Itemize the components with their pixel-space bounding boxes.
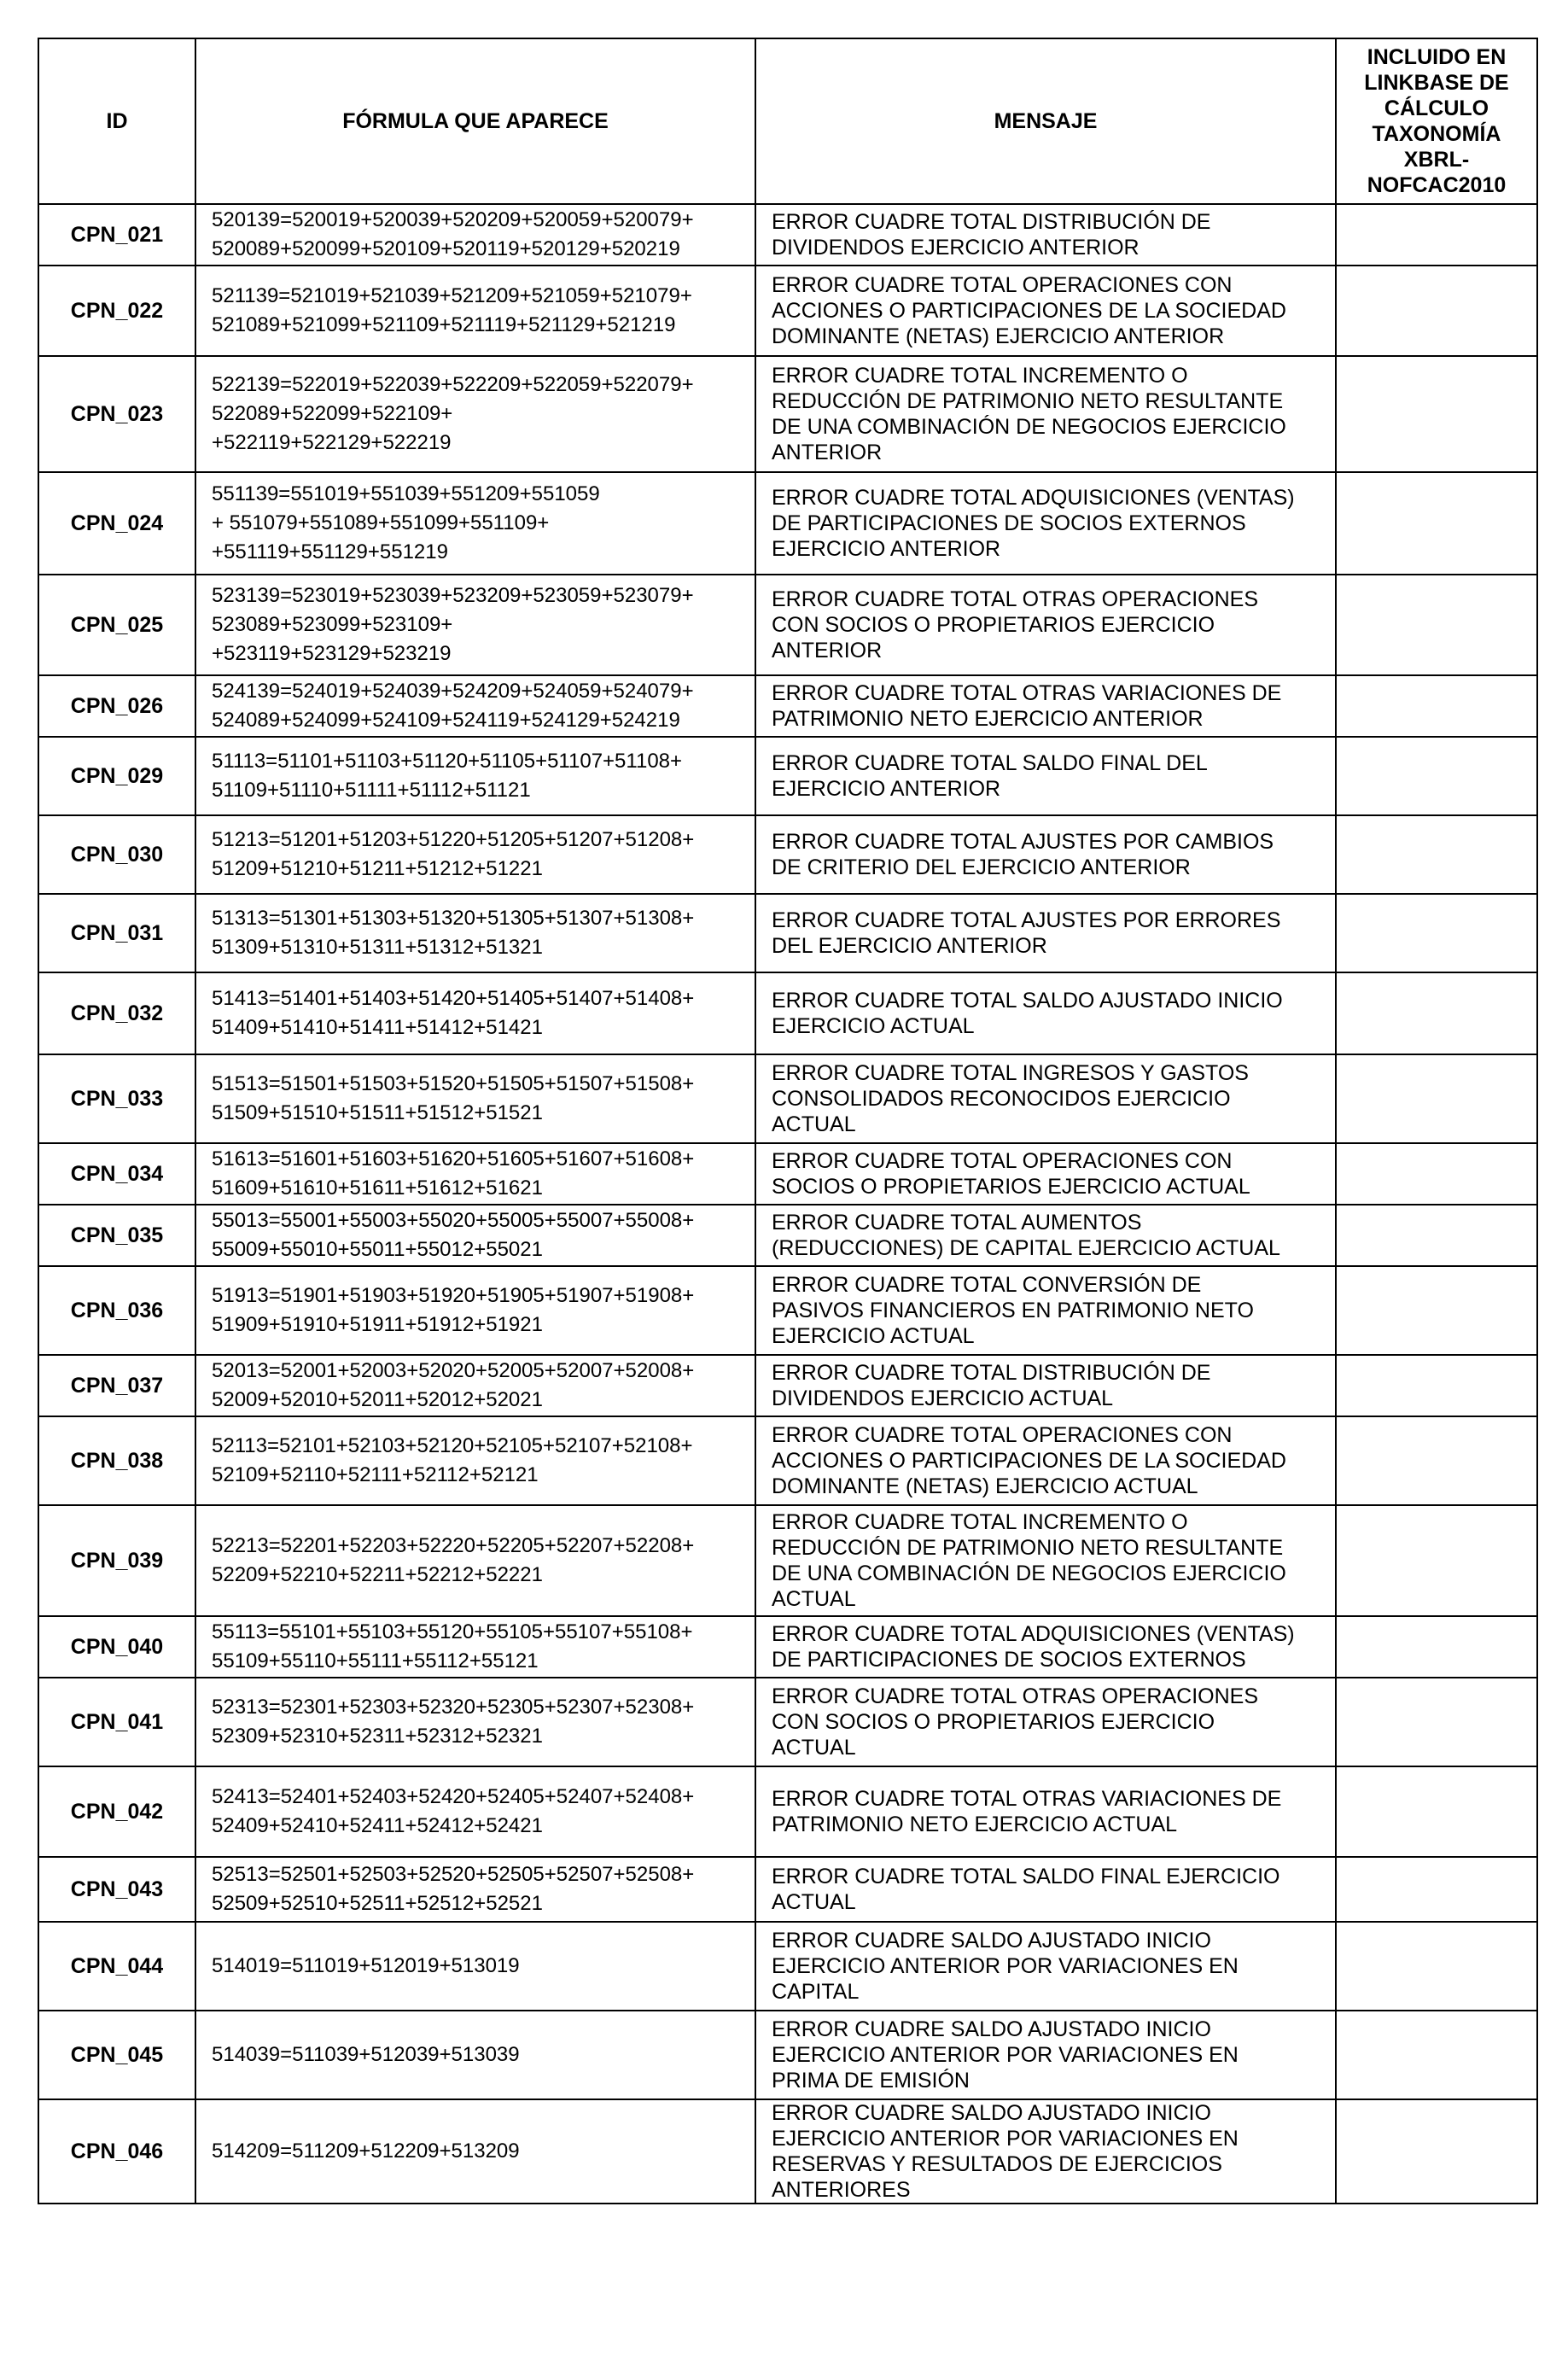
formula-line: 521139=521019+521039+521209+521059+521079+ [212, 284, 692, 307]
formula-line: 51113=51101+51103+51120+51105+51107+51108+ [212, 750, 683, 773]
message-line: ERROR CUADRE TOTAL OPERACIONES CON [772, 1149, 1233, 1173]
row-included [1336, 1857, 1537, 1922]
message-line: EJERCICIO ACTUAL [772, 1014, 975, 1038]
row-formula [195, 1922, 755, 2011]
row-formula [195, 2011, 755, 2099]
row-included [1336, 1205, 1537, 1266]
formula-line: 52109+52110+52111+52112+52121 [212, 1463, 539, 1486]
message-line: ACTUAL [772, 1890, 856, 1914]
row-formula [195, 356, 755, 472]
row-id: CPN_039 [38, 1505, 195, 1616]
row-id: CPN_037 [38, 1355, 195, 1416]
formula-line: 51909+51910+51911+51912+51921 [212, 1313, 543, 1336]
row-id: CPN_035 [38, 1205, 195, 1266]
table-row [38, 1505, 1537, 1616]
row-formula [195, 472, 755, 575]
formula-line: +523119+523129+523219 [212, 642, 452, 665]
row-message [755, 1143, 1336, 1205]
formula-line: 522089+522099+522109+ [212, 402, 453, 425]
message-line: EJERCICIO ANTERIOR POR VARIACIONES EN [772, 2127, 1239, 2151]
row-included [1336, 356, 1537, 472]
row-formula [195, 894, 755, 972]
table-row [38, 675, 1537, 737]
message-line: DOMINANTE (NETAS) EJERCICIO ANTERIOR [772, 324, 1225, 348]
message-line: ERROR CUADRE SALDO AJUSTADO INICIO [772, 2101, 1211, 2125]
row-formula [195, 1616, 755, 1678]
row-message [755, 1678, 1336, 1766]
formula-line: 52009+52010+52011+52012+52021 [212, 1388, 543, 1411]
table-row [38, 1922, 1537, 2011]
message-line: ACCIONES O PARTICIPACIONES DE LA SOCIEDAD [772, 299, 1286, 323]
row-id: CPN_025 [38, 575, 195, 675]
table-row [38, 2011, 1537, 2099]
message-line: ACTUAL [772, 1112, 856, 1136]
formula-line: 51209+51210+51211+51212+51221 [212, 857, 543, 880]
formula-line: 52509+52510+52511+52512+52521 [212, 1892, 543, 1915]
message-line: DE PARTICIPACIONES DE SOCIOS EXTERNOS [772, 1648, 1246, 1672]
table-row [38, 1205, 1537, 1266]
row-message [755, 1616, 1336, 1678]
table-header [38, 38, 1537, 204]
message-line: ERROR CUADRE TOTAL OTRAS OPERACIONES [772, 1684, 1259, 1708]
formula-line: 52413=52401+52403+52420+52405+52407+52408+ [212, 1785, 695, 1808]
header-formula: FÓRMULA QUE APARECE [195, 38, 755, 204]
table-row [38, 894, 1537, 972]
message-line: DE UNA COMBINACIÓN DE NEGOCIOS EJERCICIO [772, 415, 1286, 439]
row-formula [195, 1678, 755, 1766]
row-message [755, 575, 1336, 675]
formula-line: 521089+521099+521109+521119+521129+521219 [212, 313, 676, 336]
row-included [1336, 1922, 1537, 2011]
message-line: ACTUAL [772, 1736, 856, 1760]
row-id: CPN_021 [38, 204, 195, 266]
message-line: ERROR CUADRE TOTAL INCREMENTO O [772, 1510, 1188, 1534]
formula-line: 51609+51610+51611+51612+51621 [212, 1176, 543, 1200]
header-message: MENSAJE [755, 38, 1336, 204]
formula-line: + 551079+551089+551099+551109+ [212, 511, 550, 534]
row-message [755, 204, 1336, 266]
row-message [755, 737, 1336, 815]
message-line: CON SOCIOS O PROPIETARIOS EJERCICIO [772, 1710, 1215, 1734]
table-row [38, 1616, 1537, 1678]
message-line: ERROR CUADRE TOTAL DISTRIBUCIÓN DE [772, 210, 1211, 234]
header-row [38, 38, 1537, 204]
message-line: SOCIOS O PROPIETARIOS EJERCICIO ACTUAL [772, 1175, 1250, 1199]
row-included [1336, 1054, 1537, 1143]
formula-rules-table [38, 38, 1538, 2204]
table-row [38, 1678, 1537, 1766]
row-formula [195, 1766, 755, 1857]
formula-line: 55009+55010+55011+55012+55021 [212, 1238, 543, 1261]
message-line: PATRIMONIO NETO EJERCICIO ANTERIOR [772, 707, 1204, 731]
formula-line: 55113=55101+55103+55120+55105+55107+55108+ [212, 1620, 693, 1643]
row-id: CPN_038 [38, 1416, 195, 1505]
row-id: CPN_033 [38, 1054, 195, 1143]
row-id: CPN_030 [38, 815, 195, 894]
row-included [1336, 1616, 1537, 1678]
row-included [1336, 1355, 1537, 1416]
row-message [755, 356, 1336, 472]
row-message [755, 2099, 1336, 2204]
row-formula [195, 2099, 755, 2204]
message-line: REDUCCIÓN DE PATRIMONIO NETO RESULTANTE [772, 1536, 1284, 1560]
row-included [1336, 972, 1537, 1054]
row-included [1336, 1678, 1537, 1766]
row-id: CPN_031 [38, 894, 195, 972]
formula-line: 51913=51901+51903+51920+51905+51907+51908+ [212, 1284, 695, 1307]
message-line: REDUCCIÓN DE PATRIMONIO NETO RESULTANTE [772, 389, 1284, 413]
formula-line: 52513=52501+52503+52520+52505+52507+52508+ [212, 1863, 695, 1886]
table-row [38, 356, 1537, 472]
formula-line: 52309+52310+52311+52312+52321 [212, 1725, 543, 1748]
table-row [38, 1054, 1537, 1143]
formula-line: 51313=51301+51303+51320+51305+51307+51308+ [212, 907, 695, 930]
message-line: EJERCICIO ACTUAL [772, 1324, 975, 1348]
row-id: CPN_022 [38, 266, 195, 356]
message-line: ERROR CUADRE TOTAL INGRESOS Y GASTOS [772, 1061, 1249, 1085]
row-formula [195, 1355, 755, 1416]
row-included [1336, 675, 1537, 737]
formula-line: +551119+551129+551219 [212, 540, 448, 563]
formula-line: 524139=524019+524039+524209+524059+524079+ [212, 680, 694, 703]
row-included [1336, 1143, 1537, 1205]
row-id: CPN_032 [38, 972, 195, 1054]
message-line: ERROR CUADRE TOTAL SALDO FINAL EJERCICIO [772, 1865, 1280, 1888]
message-line: DE CRITERIO DEL EJERCICIO ANTERIOR [772, 855, 1191, 879]
row-id: CPN_046 [38, 2099, 195, 2204]
message-line: ERROR CUADRE TOTAL DISTRIBUCIÓN DE [772, 1361, 1211, 1385]
header-id: ID [38, 38, 195, 204]
row-id: CPN_024 [38, 472, 195, 575]
message-line: DE PARTICIPACIONES DE SOCIOS EXTERNOS [772, 511, 1246, 535]
row-formula [195, 1416, 755, 1505]
message-line: DIVIDENDOS EJERCICIO ANTERIOR [772, 236, 1140, 260]
row-message [755, 972, 1336, 1054]
message-line: CON SOCIOS O PROPIETARIOS EJERCICIO [772, 613, 1215, 637]
row-id: CPN_023 [38, 356, 195, 472]
row-included [1336, 1416, 1537, 1505]
message-line: ERROR CUADRE TOTAL AUMENTOS [772, 1211, 1142, 1235]
row-formula [195, 1857, 755, 1922]
message-line: ANTERIOR [772, 639, 883, 663]
row-formula [195, 204, 755, 266]
row-message [755, 1766, 1336, 1857]
table-row [38, 1355, 1537, 1416]
table-row [38, 815, 1537, 894]
formula-line: 514039=511039+512039+513039 [212, 2043, 520, 2066]
row-formula [195, 1143, 755, 1205]
table-row [38, 1416, 1537, 1505]
row-message [755, 1857, 1336, 1922]
message-line: EJERCICIO ANTERIOR POR VARIACIONES EN [772, 2043, 1239, 2067]
message-line: ERROR CUADRE TOTAL OTRAS VARIACIONES DE [772, 1787, 1282, 1811]
formula-line: 522139=522019+522039+522209+522059+522079+ [212, 373, 694, 396]
row-formula [195, 1205, 755, 1266]
row-id: CPN_042 [38, 1766, 195, 1857]
message-line: DOMINANTE (NETAS) EJERCICIO ACTUAL [772, 1474, 1198, 1498]
formula-line: 51109+51110+51111+51112+51121 [212, 779, 531, 802]
message-line: ERROR CUADRE TOTAL ADQUISICIONES (VENTAS) [772, 1622, 1295, 1646]
row-id: CPN_034 [38, 1143, 195, 1205]
formula-line: 52113=52101+52103+52120+52105+52107+52108+ [212, 1434, 693, 1457]
row-formula [195, 1505, 755, 1616]
table-row [38, 1766, 1537, 1857]
message-line: ACCIONES O PARTICIPACIONES DE LA SOCIEDAD [772, 1449, 1286, 1473]
message-line: EJERCICIO ANTERIOR [772, 537, 1001, 561]
row-included [1336, 204, 1537, 266]
formula-line: 514019=511019+512019+513019 [212, 1954, 520, 1977]
row-included [1336, 472, 1537, 575]
message-line: ERROR CUADRE SALDO AJUSTADO INICIO [772, 2017, 1211, 2041]
message-line: ERROR CUADRE TOTAL SALDO FINAL DEL [772, 751, 1208, 775]
row-message [755, 2011, 1336, 2099]
row-formula [195, 1266, 755, 1355]
formula-line: 55109+55110+55111+55112+55121 [212, 1649, 539, 1672]
message-line: ERROR CUADRE TOTAL OTRAS VARIACIONES DE [772, 681, 1282, 705]
formula-line: 52409+52410+52411+52412+52421 [212, 1814, 543, 1837]
table-row [38, 575, 1537, 675]
row-included [1336, 1266, 1537, 1355]
formula-line: 51413=51401+51403+51420+51405+51407+51408+ [212, 987, 695, 1010]
message-line: ERROR CUADRE TOTAL OTRAS OPERACIONES [772, 587, 1259, 611]
message-line: ERROR CUADRE SALDO AJUSTADO INICIO [772, 1929, 1211, 1953]
formula-line: 51213=51201+51203+51220+51205+51207+51208+ [212, 828, 695, 851]
formula-line: 51309+51310+51311+51312+51321 [212, 936, 543, 959]
table-row [38, 737, 1537, 815]
row-formula [195, 972, 755, 1054]
row-message [755, 1416, 1336, 1505]
row-id: CPN_044 [38, 1922, 195, 2011]
row-id: CPN_036 [38, 1266, 195, 1355]
message-line: PATRIMONIO NETO EJERCICIO ACTUAL [772, 1813, 1178, 1836]
message-line: ANTERIORES [772, 2178, 911, 2202]
table-row [38, 972, 1537, 1054]
message-line: ERROR CUADRE TOTAL OPERACIONES CON [772, 273, 1233, 297]
row-message [755, 894, 1336, 972]
message-line: DEL EJERCICIO ANTERIOR [772, 934, 1047, 958]
table-row [38, 472, 1537, 575]
row-message [755, 266, 1336, 356]
table-row [38, 266, 1537, 356]
row-included [1336, 2099, 1537, 2204]
row-formula [195, 815, 755, 894]
row-formula [195, 675, 755, 737]
message-line: EJERCICIO ANTERIOR POR VARIACIONES EN [772, 1954, 1239, 1978]
row-formula [195, 575, 755, 675]
row-id: CPN_043 [38, 1857, 195, 1922]
formula-line: 51613=51601+51603+51620+51605+51607+51608+ [212, 1147, 695, 1170]
formula-line: 523089+523099+523109+ [212, 613, 453, 636]
table-body [38, 204, 1537, 2204]
row-included [1336, 575, 1537, 675]
message-line: CONSOLIDADOS RECONOCIDOS EJERCICIO [772, 1087, 1231, 1111]
message-line: ACTUAL [772, 1587, 856, 1611]
formula-line: 551139=551019+551039+551209+551059 [212, 482, 600, 505]
formula-line: 523139=523019+523039+523209+523059+523079+ [212, 584, 694, 607]
message-line: DIVIDENDOS EJERCICIO ACTUAL [772, 1386, 1114, 1410]
formula-line: 51509+51510+51511+51512+51521 [212, 1101, 543, 1124]
message-line: ERROR CUADRE TOTAL AJUSTES POR CAMBIOS [772, 830, 1274, 854]
formula-line: 520089+520099+520109+520119+520129+520219 [212, 237, 680, 260]
table-row [38, 1143, 1537, 1205]
row-message [755, 675, 1336, 737]
row-message [755, 1266, 1336, 1355]
message-line: ERROR CUADRE TOTAL AJUSTES POR ERRORES [772, 908, 1281, 932]
message-line: PRIMA DE EMISIÓN [772, 2069, 970, 2093]
formula-line: 52209+52210+52211+52212+52221 [212, 1563, 543, 1586]
row-included [1336, 1766, 1537, 1857]
message-line: ANTERIOR [772, 441, 883, 464]
row-included [1336, 815, 1537, 894]
message-line: EJERCICIO ANTERIOR [772, 777, 1001, 801]
row-message [755, 472, 1336, 575]
message-line: PASIVOS FINANCIEROS EN PATRIMONIO NETO [772, 1299, 1254, 1322]
row-formula [195, 266, 755, 356]
row-id: CPN_040 [38, 1616, 195, 1678]
row-message [755, 1054, 1336, 1143]
message-line: (REDUCCIONES) DE CAPITAL EJERCICIO ACTUAL [772, 1236, 1280, 1260]
message-line: ERROR CUADRE TOTAL CONVERSIÓN DE [772, 1273, 1202, 1297]
row-formula [195, 1054, 755, 1143]
message-line: ERROR CUADRE TOTAL ADQUISICIONES (VENTAS) [772, 486, 1295, 510]
formula-line: +522119+522129+522219 [212, 431, 452, 454]
formula-line: 52013=52001+52003+52020+52005+52007+52008+ [212, 1359, 695, 1382]
message-line: ERROR CUADRE TOTAL INCREMENTO O [772, 364, 1188, 388]
row-id: CPN_026 [38, 675, 195, 737]
row-message [755, 1922, 1336, 2011]
row-id: CPN_029 [38, 737, 195, 815]
table-row [38, 2099, 1537, 2204]
formula-line: 514209=511209+512209+513209 [212, 2139, 520, 2163]
formula-line: 51409+51410+51411+51412+51421 [212, 1016, 543, 1039]
header-included: INCLUIDO EN LINKBASE DE CÁLCULO TAXONOMÍA XBRL-NOFCAC2010 [1336, 38, 1537, 204]
message-line: DE UNA COMBINACIÓN DE NEGOCIOS EJERCICIO [772, 1562, 1286, 1585]
formula-line: 55013=55001+55003+55020+55005+55007+55008+ [212, 1209, 695, 1232]
row-included [1336, 737, 1537, 815]
table-row [38, 1266, 1537, 1355]
row-included [1336, 1505, 1537, 1616]
message-line: ERROR CUADRE TOTAL OPERACIONES CON [772, 1423, 1233, 1447]
table-row [38, 204, 1537, 266]
row-message [755, 1205, 1336, 1266]
message-line: RESERVAS Y RESULTADOS DE EJERCICIOS [772, 2152, 1222, 2176]
message-line: ERROR CUADRE TOTAL SALDO AJUSTADO INICIO [772, 989, 1283, 1013]
row-included [1336, 266, 1537, 356]
message-line: CAPITAL [772, 1980, 860, 2004]
table-row [38, 1857, 1537, 1922]
row-message [755, 815, 1336, 894]
row-message [755, 1355, 1336, 1416]
row-id: CPN_045 [38, 2011, 195, 2099]
row-included [1336, 2011, 1537, 2099]
formula-line: 520139=520019+520039+520209+520059+520079+ [212, 208, 694, 231]
formula-line: 52313=52301+52303+52320+52305+52307+52308+ [212, 1696, 695, 1719]
formula-line: 524089+524099+524109+524119+524129+524219 [212, 709, 680, 732]
row-included [1336, 894, 1537, 972]
formula-line: 51513=51501+51503+51520+51505+51507+51508+ [212, 1072, 695, 1095]
row-message [755, 1505, 1336, 1616]
row-formula [195, 737, 755, 815]
formula-line: 52213=52201+52203+52220+52205+52207+52208+ [212, 1534, 695, 1557]
row-id: CPN_041 [38, 1678, 195, 1766]
